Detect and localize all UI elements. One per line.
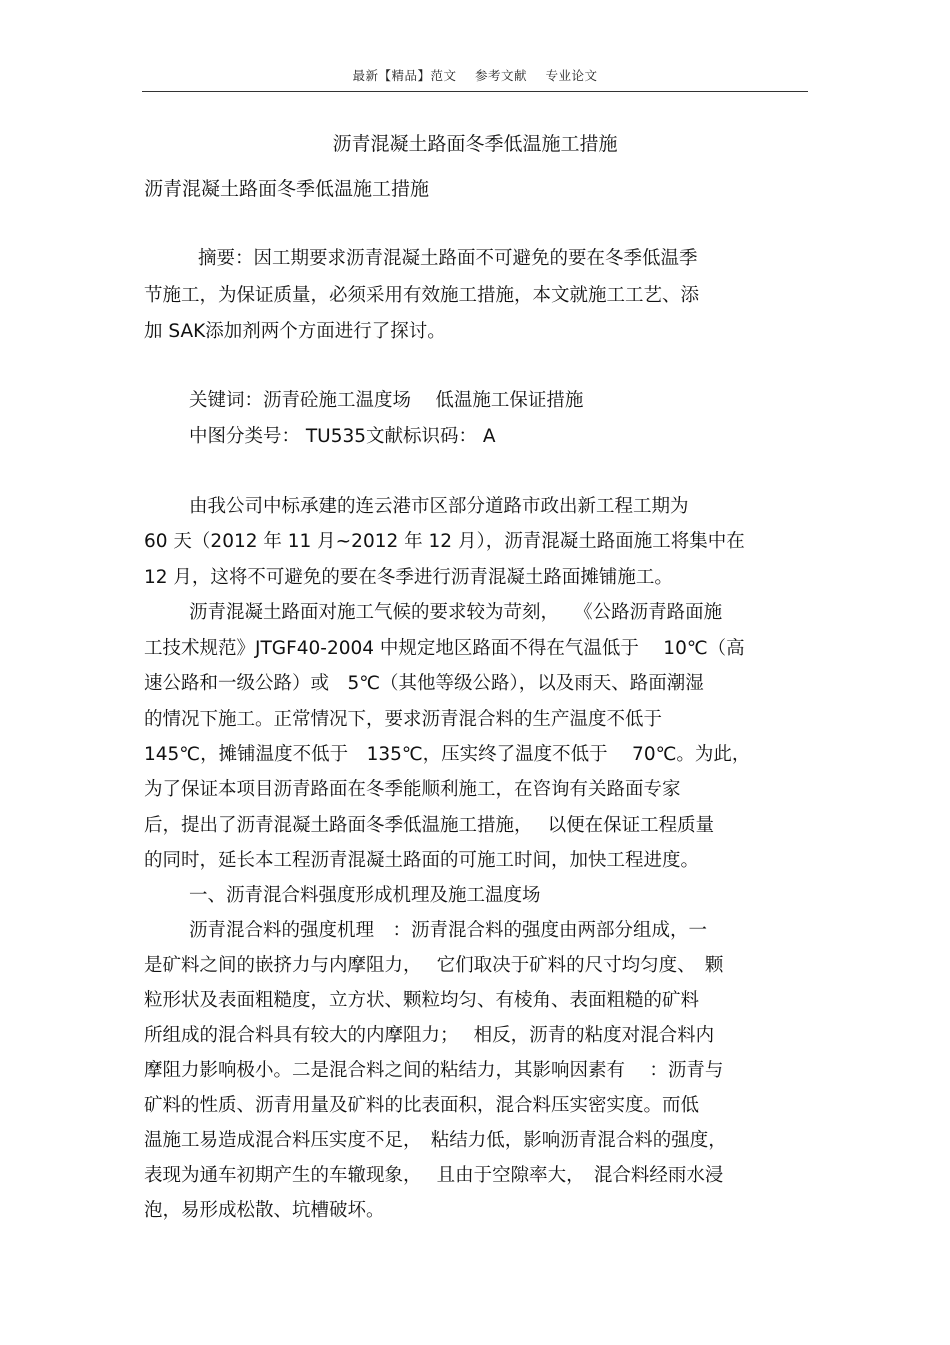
section-heading: 一、沥青混合料强度形成机理及施工温度场 (189, 885, 541, 906)
paragraph-line: 工技术规范》JTGF40-2004 中规定地区路面不得在气温低于 10℃（高 (144, 638, 745, 659)
paragraph-line: 是矿料之间的嵌挤力与内摩阻力， 它们取决于矿料的尺寸均匀度、 颗 (144, 955, 724, 976)
header-item-fanwen: 最新【精品】范文 (352, 68, 457, 83)
keywords-line: 关键词：沥青砼施工温度场 低温施工保证措施 (189, 390, 584, 411)
paragraph-line: 速公路和一级公路）或 5℃（其他等级公路），以及雨天、路面潮湿 (144, 673, 704, 694)
paragraph-line: 145℃，摊铺温度不低于 135℃，压实终了温度不低于 70℃。为此， (144, 744, 751, 765)
page-header (142, 66, 808, 84)
paragraph-line: 的同时，延长本工程沥青混凝土路面的可施工时间，加快工程进度。 (144, 850, 700, 871)
paragraph-line: 所组成的混合料具有较大的内摩阻力； 相反，沥青的粘度对混合料内 (144, 1025, 715, 1046)
paragraph-line: 后，提出了沥青混凝土路面冬季低温施工措施， 以便在保证工程质量 (144, 815, 715, 836)
paragraph-line: 为了保证本项目沥青路面在冬季能顺利施工，在咨询有关路面专家 (144, 779, 681, 800)
paragraph-line: 温施工易造成混合料压实度不足， 粘结力低，影响沥青混合料的强度， (144, 1130, 727, 1151)
document-title: 沥青混凝土路面冬季低温施工措施 (332, 133, 618, 155)
paragraph-line: 表现为通车初期产生的车辙现象， 且由于空隙率大， 混合料经雨水浸 (144, 1165, 724, 1186)
paragraph-line: 12 月，这将不可避免的要在冬季进行沥青混凝土路面摊铺施工。 (144, 567, 673, 588)
classification-line: 中图分类号： TU535文献标识码： A (189, 426, 496, 447)
header-item-cankao: 参考文献 (474, 68, 527, 83)
paragraph-line: 60 天（2012 年 11 月~2012 年 12 月），沥青混凝土路面施工将集中在 (144, 531, 745, 552)
abstract-line: 摘要：因工期要求沥青混凝土路面不可避免的要在冬季低温季 (198, 248, 698, 269)
document-subtitle: 沥青混凝土路面冬季低温施工措施 (144, 178, 430, 200)
paragraph-line: 由我公司中标承建的连云港市区部分道路市政出新工程工期为 (189, 496, 689, 517)
abstract-line: 加 SAK添加剂两个方面进行了探讨。 (144, 321, 446, 342)
header-divider (142, 91, 808, 92)
paragraph-line: 的情况下施工。正常情况下，要求沥青混合料的生产温度不低于 (144, 709, 663, 730)
paragraph-line: 矿料的性质、沥青用量及矿料的比表面积，混合料压实密实度。而低 (144, 1095, 700, 1116)
paragraph-line: 粒形状及表面粗糙度，立方状、颗粒均匀、有棱角、表面粗糙的矿料 (144, 990, 700, 1011)
paragraph-line: 泡，易形成松散、坑槽破坏。 (144, 1200, 385, 1221)
header-item-zhuanye: 专业论文 (545, 68, 598, 83)
paragraph-line: 沥青混合料的强度机理 ：沥青混合料的强度由两部分组成，一 (189, 920, 708, 941)
abstract-line: 节施工，为保证质量，必须采用有效施工措施，本文就施工工艺、添 (144, 285, 700, 306)
paragraph-line: 沥青混凝土路面对施工气候的要求较为苛刻， 《公路沥青路面施 (189, 602, 723, 623)
paragraph-line: 摩阻力影响极小。二是混合料之间的粘结力，其影响因素有 ：沥青与 (144, 1060, 724, 1081)
